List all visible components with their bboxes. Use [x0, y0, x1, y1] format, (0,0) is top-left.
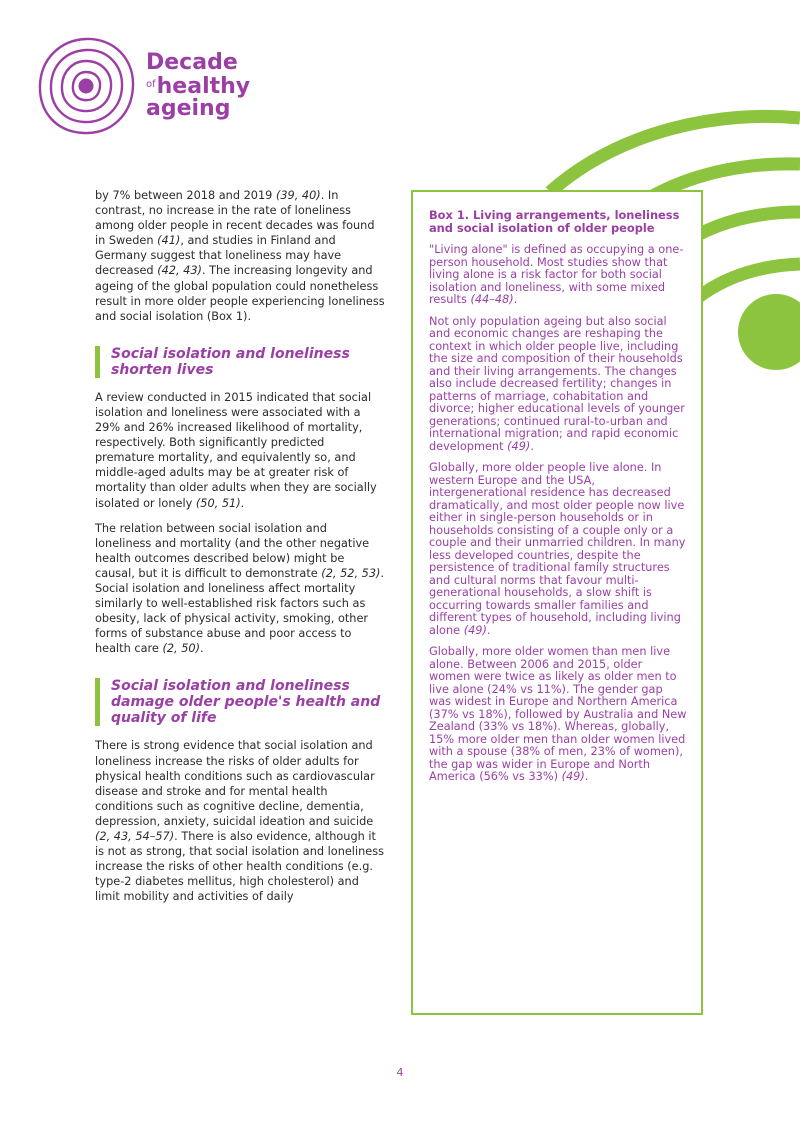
logo-line-decade: Decade — [146, 50, 238, 75]
section-heading-damage-health: Social isolation and loneliness damage older people's health and quality of life — [95, 678, 385, 726]
decade-logo-icon — [36, 36, 136, 136]
decade-logo-text — [146, 52, 250, 120]
box-paragraph: Not only population ageing but also social and economic changes are reshaping the context in which older people live, including the size and composition of their households and their living arrangements. The changes also include decreased fertility; changes in patterns of marriage, cohabitation and divorce; higher educational levels of younger generations; continued rural-to-urban and international migration; and rapid economic development (49). — [429, 314, 685, 453]
box-paragraph: "Living alone" is defined as occupying a one-person household. Most studies show that living alone is a risk factor for both social isolation and loneliness, with some mixed results (44–48). — [429, 243, 684, 306]
body-paragraph: The relation between social isolation and loneliness and mortality (and the other negative health outcomes described below) might be causal, but it is difficult to demonstrate (2, 52, 53). Social isolation and loneliness affect mortality similarly to well-established risk factors such as obesity, lack of physical activity, smoking, other forms of substance abuse and poor access to health care (2, 50). — [95, 521, 385, 656]
box-paragraph: Globally, more older women than men live alone. Between 2006 and 2015, older women were twice as likely as older men to live alone (24% vs 11%). The gender gap was widest in Europe and Northern America (37% vs 18%), followed by Australia and New Zealand (33% vs 18%). Whereas, globally, 15% more older men than older women lived with a spouse (38% of men, 23% of women), the gap was wider in Europe and North America (56% vs 33%) (49). — [429, 645, 687, 783]
page-number: 4 — [396, 1066, 404, 1079]
box-title: Box 1. Living arrangements, loneliness and social isolation of older people — [429, 208, 680, 235]
main-text-column — [95, 188, 385, 914]
box-paragraph: Globally, more older people live alone. In western Europe and the USA, intergenerational residence has decreased dramatically, and most older people now live either in single-person households or in households consisting of a couple only or a couple and their unmarried children. In many less developed countries, despite the persistence of traditional family structures and cultural norms that favour multi-generational households, a slow shift is occurring towards smaller families and different types of household, including living alone (49). — [429, 461, 686, 637]
section-heading-shorten-lives: Social isolation and loneliness shorten lives — [95, 346, 385, 378]
box-1-living-arrangements — [411, 190, 703, 1015]
body-paragraph: There is strong evidence that social isolation and loneliness increase the risks of older adults for physical health conditions such as cardiovascular disease and stroke and for mental health conditions such as cognitive decline, dementia, depression, anxiety, suicidal ideation and suicide (2, 43, 54–57). There is also evidence, although it is not as strong, that social isolation and loneliness increase the risks of other health conditions (e.g. type-2 diabetes mellitus, high cholesterol) and limit mobility and activities of daily — [95, 739, 384, 904]
logo-line-of: of — [146, 79, 156, 90]
logo-line-ageing: ageing — [146, 96, 231, 121]
body-paragraph: by 7% between 2018 and 2019 (39, 40). In contrast, no increase in the rate of loneliness among older people in recent decades was found in Sweden (41), and studies in Finland and Germany suggest that loneliness may have decreased (42, 43). The increasing longevity and ageing of the global population could nonetheless result in more older people experiencing loneliness and social isolation (Box 1). — [95, 189, 385, 323]
logo-line-healthy: healthy — [156, 74, 251, 99]
body-paragraph: A review conducted in 2015 indicated that social isolation and loneliness were associated with a 29% and 26% increased likelihood of mortality, respectively. Both significantly predicted premature mortality, and equivalently so, and middle-aged adults may be at greater risk of mortality than older adults when they are socially isolated or lonely (50, 51). — [95, 390, 377, 510]
